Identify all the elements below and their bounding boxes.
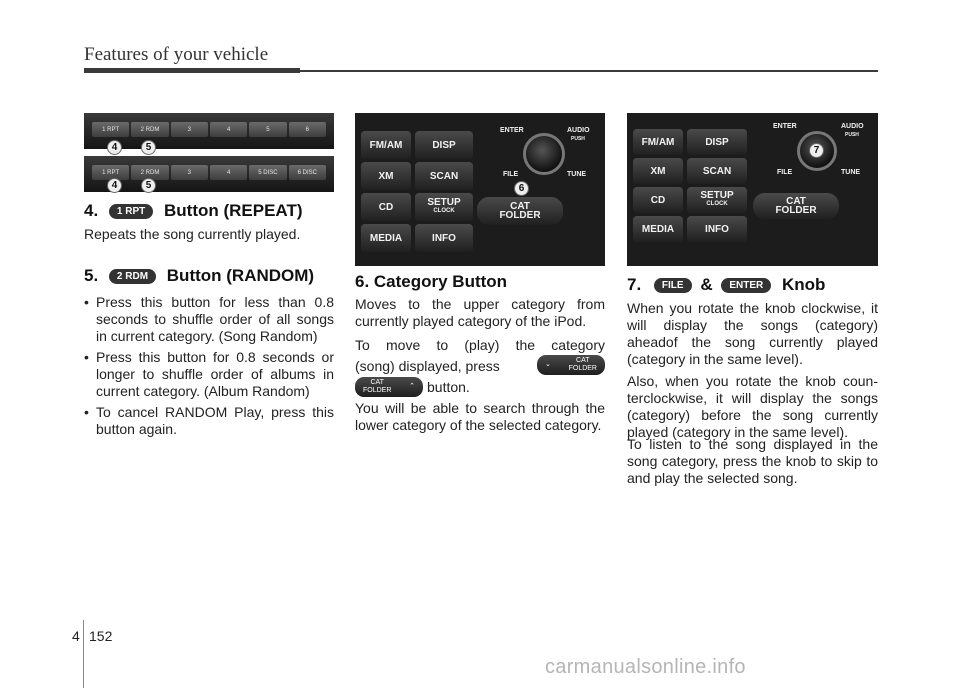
- section-number: 5.: [84, 266, 99, 285]
- setup-label: SETUP: [427, 197, 461, 208]
- file-label: FILE: [503, 171, 519, 178]
- section-title: Button (RANDOM): [166, 266, 315, 285]
- section-6-para-2-line-3: button.: [427, 379, 470, 395]
- marker-4: 4: [107, 178, 122, 193]
- section-7-heading: [627, 275, 825, 295]
- cat-folder-button: [753, 193, 839, 219]
- tune-label: TUNE: [567, 171, 587, 178]
- preset-button-4: 4: [210, 122, 247, 137]
- rpt-badge: 1 RPT: [109, 204, 153, 219]
- preset-button-1: 1 RPT: [92, 122, 129, 137]
- section-title: Button (REPEAT): [164, 201, 303, 220]
- tune-knob: [523, 133, 565, 175]
- xm-button: XM: [361, 162, 411, 190]
- clock-label: CLOCK: [706, 201, 728, 207]
- enter-badge: ENTER: [721, 278, 771, 293]
- marker-6: 6: [514, 181, 529, 196]
- bullet-item: • To cancel RANDOM Play, press this button again.: [84, 404, 334, 438]
- file-badge: FILE: [654, 278, 692, 293]
- marker-5: 5: [141, 178, 156, 193]
- audio-label: AUDIO: [841, 123, 864, 130]
- push-label: PUSH: [845, 132, 859, 138]
- marker-4: 4: [107, 140, 122, 155]
- section-7-para-1: When you rotate the knob clockwise, it will display the songs (category) aheadof the song currently played (category in the same level).: [627, 300, 878, 367]
- ampersand: &: [700, 275, 713, 294]
- setup-button: [687, 187, 747, 213]
- preset-button-5: 5: [249, 122, 286, 137]
- section-4-text: Repeats the song currently played.: [84, 226, 301, 242]
- disp-button: DISP: [687, 129, 747, 155]
- marker-5: 5: [141, 140, 156, 155]
- folder-label: FOLDER: [775, 205, 817, 216]
- page-header-title: Features of your vehicle: [84, 44, 269, 65]
- preset-button-3: 3: [171, 165, 208, 180]
- section-7-para-3: To listen to the song displayed in the song category, press the knob to skip to and play the selected song.: [627, 436, 878, 486]
- rdm-badge: 2 RDM: [109, 269, 156, 284]
- setup-button: [415, 193, 473, 221]
- bullet-item: • Press this button for less than 0.8 seconds to shuffle order of all songs in current category. (Song Random): [84, 294, 334, 345]
- preset-button-2: 2 RDM: [131, 122, 168, 137]
- section-5-heading: [84, 266, 314, 286]
- preset-button-2: 2 RDM: [131, 165, 168, 180]
- enter-label: ENTER: [500, 127, 524, 134]
- preset-button-6-disc: 6 DISC: [289, 165, 326, 180]
- header-rule: [300, 70, 878, 72]
- cat-folder-label: CAT FOLDER: [568, 357, 597, 372]
- info-button: INFO: [687, 216, 747, 242]
- cat-folder-label: CAT FOLDER: [363, 379, 392, 394]
- preset-buttons: [92, 122, 326, 137]
- head-unit-image-1: [355, 113, 605, 266]
- preset-button-5-disc: 5 DISC: [249, 165, 286, 180]
- tune-label: TUNE: [841, 169, 861, 176]
- setup-label: SETUP: [700, 190, 734, 201]
- section-title: Knob: [781, 275, 826, 294]
- fm-am-button: FM/AM: [361, 131, 411, 159]
- scan-button: SCAN: [415, 162, 473, 190]
- preset-buttons: [92, 165, 326, 180]
- section-5-bullets: [84, 294, 334, 442]
- page-divider: [83, 620, 84, 688]
- preset-button-4: 4: [210, 165, 247, 180]
- clock-label: CLOCK: [433, 208, 455, 214]
- push-label: PUSH: [571, 136, 585, 142]
- info-button: INFO: [415, 224, 473, 252]
- section-number: 4.: [84, 201, 99, 220]
- media-button: MEDIA: [361, 224, 411, 252]
- chevron-up-icon: ⌃: [409, 383, 415, 390]
- audio-label: AUDIO: [567, 127, 590, 134]
- watermark: carmanualsonline.info: [545, 656, 746, 678]
- folder-label: FOLDER: [499, 210, 541, 221]
- bullet-item: • Press this button for 0.8 seconds or longer to shuffle order of albums in current category. (Album Random): [84, 349, 334, 400]
- section-6-para-2-line-2: (song) displayed, press: [355, 358, 500, 374]
- preset-button-3: 3: [171, 122, 208, 137]
- preset-button-1: 1 RPT: [92, 165, 129, 180]
- section-number: 7.: [627, 275, 642, 294]
- section-6-para-1: Moves to the upper category from currently played category of the iPod.: [355, 296, 605, 329]
- disp-button: DISP: [415, 131, 473, 159]
- fm-am-button: FM/AM: [633, 129, 683, 155]
- cat-folder-button: [477, 197, 563, 225]
- section-4-heading: [84, 201, 303, 221]
- cat-folder-inline-button: [355, 377, 423, 397]
- chevron-down-icon: ⌄: [545, 361, 551, 368]
- section-7-para-2: Also, when you rotate the knob coun-terclockwise, it will display the songs (category) before the song currently played (category in the same level).: [627, 373, 878, 440]
- head-unit-image-2: [627, 113, 878, 266]
- preset-button-strip-1: [84, 113, 334, 149]
- chapter-number: 4: [72, 628, 80, 644]
- page-number: 152: [89, 628, 113, 644]
- cd-button: CD: [633, 187, 683, 213]
- section-6-para-3: You will be able to search through the lower category of the selected category.: [355, 400, 605, 433]
- marker-7: 7: [809, 143, 824, 158]
- xm-button: XM: [633, 158, 683, 184]
- cat-folder-inline-button: [537, 355, 605, 375]
- file-label: FILE: [777, 169, 793, 176]
- cd-button: CD: [361, 193, 411, 221]
- cat-label: CAT: [510, 201, 530, 212]
- preset-button-6: 6: [289, 122, 326, 137]
- section-6-para-2-line-1: To move to (play) the category: [355, 337, 605, 353]
- scan-button: SCAN: [687, 158, 747, 184]
- enter-label: ENTER: [773, 123, 797, 130]
- section-6-heading: 6. Category Button: [355, 272, 508, 291]
- media-button: MEDIA: [633, 216, 683, 242]
- cat-label: CAT: [786, 196, 806, 207]
- header-bar: [84, 68, 300, 73]
